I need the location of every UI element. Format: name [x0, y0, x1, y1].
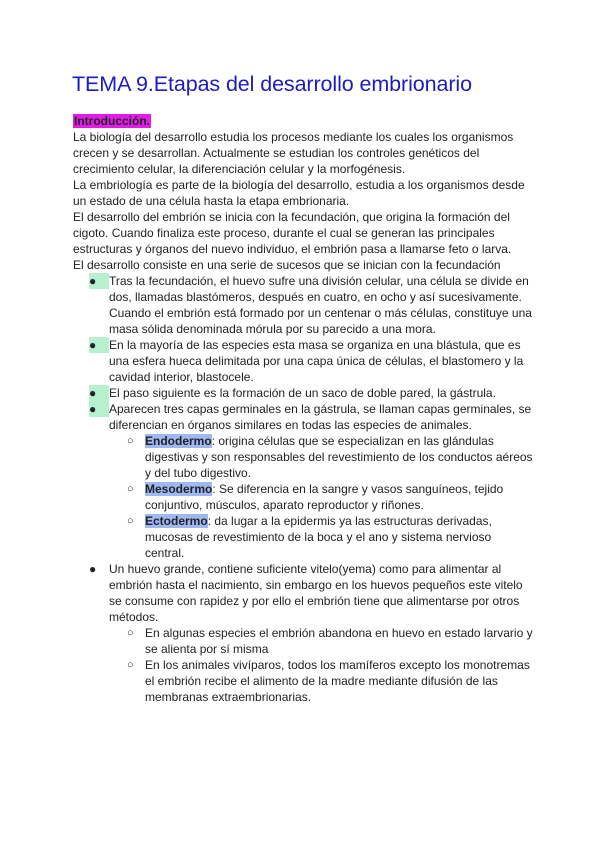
list-item-text: En la mayoría de las especies esta masa se organiza en una blástula, que es una esfera hueca delimitada por una capa única de células, el blastomero y la cavidad interior, blastocele.	[109, 338, 524, 384]
sub-list-item-text: En los animales vivíparos, todos los mamíferos excepto los monotremas el embrión recibe el alimento de la madre mediante difusión de las membranas extraembrionarias.	[145, 658, 530, 704]
sub-list	[109, 433, 533, 561]
sub-bullet-marker: ○	[127, 515, 134, 527]
sub-list-item	[109, 625, 533, 657]
sub-bullet-marker: ○	[127, 483, 134, 495]
bullet-marker: ●	[89, 273, 109, 289]
list-item-text: Aparecen tres capas germinales en la gástrula, se llaman capas germinales, se diferencian en órganos similares en todas las especies de animales.	[109, 402, 532, 432]
sub-bullet-marker: ○	[127, 435, 134, 447]
list-item-text: Tras la fecundación, el huevo sufre una división celular, una célula se divide en dos, llamadas blastómeros, después en cuatro, en ocho y así sucesivamente. Cuando el embrión está formado por un centenar o más células, constituye una masa sólida denominada mórula por su parecido a una mora.	[109, 274, 532, 336]
paragraph: La biología del desarrollo estudia los procesos mediante los cuales los organismos crecen y se desarrollan. Actualmente se estudian los controles genéticos del crecimiento celular, la diferenciación celular y la morfogénesis.	[73, 130, 514, 176]
bullet-marker: ●	[89, 401, 109, 417]
paragraph: El desarrollo consiste en una serie de sucesos que se inician con la fecundación	[73, 258, 501, 272]
paragraph: El desarrollo del embrión se inicia con la fecundación, que origina la formación del cigoto. Cuando finaliza este proceso, durante el cual se generan las principales estructuras y órganos del nuevo individuo, el embrión pasa a llamarse feto o larva.	[73, 210, 512, 256]
sub-list-item	[109, 433, 533, 481]
sub-list-item	[109, 481, 533, 513]
sub-list-item	[109, 513, 533, 561]
term-mesodermo: Mesodermo	[145, 482, 213, 496]
list-item-text: El paso siguiente es la formación de un saco de doble pared, la gástrula.	[109, 386, 496, 400]
list-item	[73, 401, 533, 561]
bullet-marker: ●	[89, 562, 97, 576]
sub-bullet-marker: ○	[127, 659, 134, 671]
sub-list-item-text: En algunas especies el embrión abandona en huevo en estado larvario y se alienta por sí misma	[145, 626, 533, 656]
sub-list	[109, 625, 533, 705]
paragraph: La embriología es parte de la biología del desarrollo, estudia a los organismos desde un estado de una célula hasta la etapa embrionaria.	[73, 178, 525, 208]
term-endodermo: Endodermo	[145, 434, 212, 448]
list-item	[73, 561, 533, 705]
intro-heading-line	[73, 113, 533, 129]
sub-list-item-text: : da lugar a la epidermis ya las estructuras derivadas, mucosas de revestimiento de la boca y el ano y sistema nervioso central.	[145, 514, 492, 560]
bullet-marker: ●	[89, 337, 109, 353]
list-item	[73, 337, 533, 385]
sub-list-item-text: : Se diferencia en la sangre y vasos sanguíneos, tejido conjuntivo, músculos, aparato reproductor y riñones.	[145, 482, 504, 512]
list-item-text: Un huevo grande, contiene suficiente vitelo(yema) como para alimentar al embrión hasta el nacimiento, sin embargo en los huevos pequeños este vitelo se consume con rapidez y por ello el embrión tiene que alimentarse por otros métodos.	[109, 562, 523, 624]
list-item	[73, 385, 533, 401]
intro-heading: Introducción.	[74, 114, 150, 128]
sub-list-item	[109, 657, 533, 705]
sub-list-item-text: : origina células que se especializan en las glándulas digestivas y son responsables del revestimiento de los conductos aéreos y del tubo digestivo.	[145, 434, 533, 480]
bullet-list	[73, 273, 533, 705]
list-item	[73, 273, 533, 337]
bullet-marker: ●	[89, 385, 109, 401]
document-title: TEMA 9.Etapas del desarrollo embrionario	[72, 72, 472, 96]
term-ectodermo: Ectodermo	[145, 514, 208, 528]
sub-bullet-marker: ○	[127, 627, 134, 639]
document-body	[73, 113, 533, 705]
